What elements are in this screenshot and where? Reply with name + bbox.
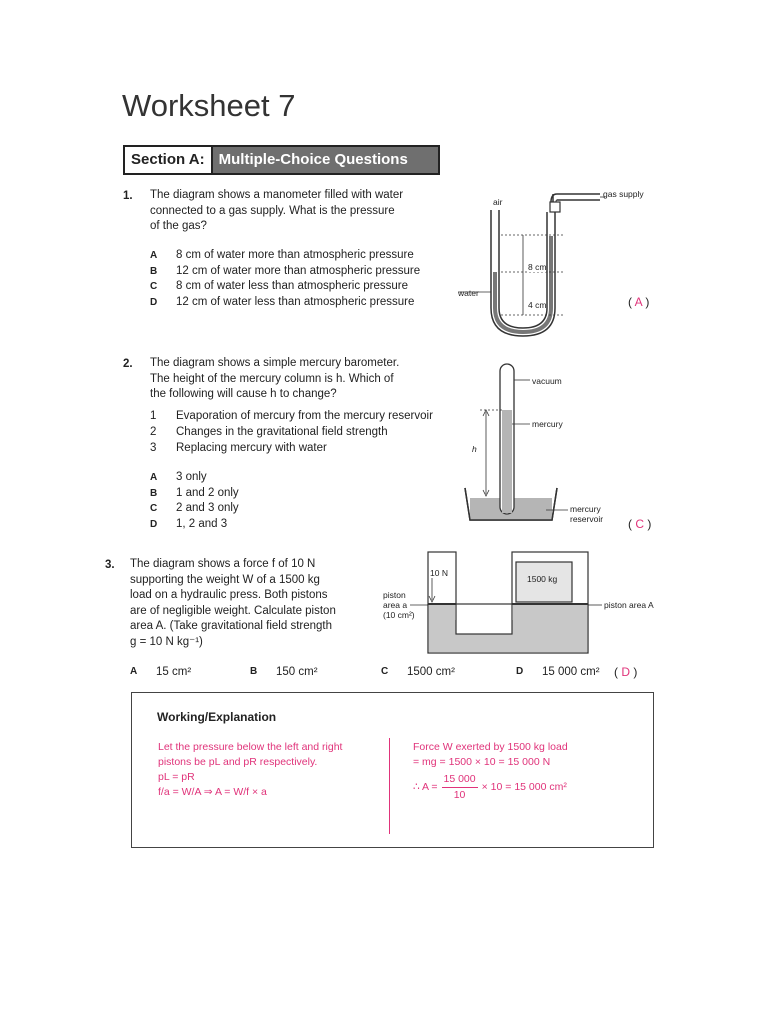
statement-number: 2 xyxy=(150,426,157,438)
fraction-prefix: ∴ A = xyxy=(413,781,438,793)
option-letter: B xyxy=(250,666,258,677)
q1-option[interactable] xyxy=(150,264,450,280)
option-letter: B xyxy=(150,487,158,499)
q3-line: g = 10 N kg⁻¹) xyxy=(130,635,203,648)
option-letter: C xyxy=(150,281,158,292)
label-piston-a-2: area a xyxy=(383,600,408,610)
q3-line: supporting the weight W of a 1500 kg xyxy=(130,573,320,586)
option-letter: D xyxy=(150,296,158,308)
option-text: 1500 cm² xyxy=(407,666,455,678)
label-4cm: 4 cm xyxy=(528,300,547,310)
answer-open: ( xyxy=(628,517,632,531)
q3-answer xyxy=(614,665,637,679)
q3-line: are of negligible weight. Calculate piston xyxy=(130,604,336,617)
q1-line: The diagram shows a manometer filled with water xyxy=(150,189,404,201)
option-text: 8 cm of water more than atmospheric pressure xyxy=(176,249,414,261)
option-text: 12 cm of water less than atmospheric pressure xyxy=(176,295,415,308)
q2-option[interactable] xyxy=(150,501,350,517)
section-header xyxy=(123,145,440,175)
q1-line: connected to a gas supply. What is the pressure xyxy=(150,204,395,217)
answer-close: ) xyxy=(633,665,638,679)
q3-line: load on a hydraulic press. Both pistons xyxy=(130,589,328,601)
q3-option[interactable] xyxy=(130,666,191,678)
q2-statement xyxy=(150,408,460,424)
fraction-suffix: × 10 = 15 000 cm² xyxy=(481,781,567,793)
q2-statements xyxy=(150,408,460,456)
q3-line: area A. (Take gravitational field strength xyxy=(130,620,333,632)
label-piston-a-3: (10 cm²) xyxy=(383,610,415,620)
label-vacuum: vacuum xyxy=(532,376,562,386)
q2-option[interactable] xyxy=(150,470,350,486)
label-8cm: 8 cm xyxy=(528,262,547,272)
option-text: 3 only xyxy=(176,471,207,483)
q2-line: The diagram shows a simple mercury barometer. xyxy=(150,357,400,369)
q1-line: of the gas? xyxy=(150,220,207,232)
q1-option[interactable] xyxy=(150,248,450,264)
q1-number: 1. xyxy=(123,190,133,202)
q3-stem xyxy=(130,557,380,650)
label-10n: 10 N xyxy=(430,568,448,578)
statement-text: Changes in the gravitational field strength xyxy=(176,426,388,438)
label-water: water xyxy=(458,288,479,298)
label-air: air xyxy=(493,197,503,207)
answer-close: ) xyxy=(645,295,650,309)
q1-stem xyxy=(150,188,450,235)
q3-option[interactable] xyxy=(250,666,318,678)
label-reservoir-1: mercury xyxy=(570,504,601,514)
q2-option[interactable] xyxy=(150,517,350,533)
label-reservoir-2: reservoir xyxy=(570,514,604,524)
option-letter: A xyxy=(130,666,138,677)
statement-text: Evaporation of mercury from the mercury reservoir xyxy=(176,410,433,422)
q2-statement xyxy=(150,440,460,456)
q3-line: The diagram shows a force f of 10 N xyxy=(130,558,316,570)
label-gas-supply: gas supply xyxy=(603,189,644,199)
q2-statement xyxy=(150,424,460,440)
q2-options xyxy=(150,470,350,532)
working-right-line: Force W exerted by 1500 kg load xyxy=(413,741,568,753)
q3-option[interactable] xyxy=(381,666,455,678)
label-mercury: mercury xyxy=(532,419,563,429)
option-text: 15 000 cm² xyxy=(542,666,600,678)
q1-options xyxy=(150,248,450,310)
label-piston-a-1: piston xyxy=(383,590,406,600)
statement-text: Replacing mercury with water xyxy=(176,442,327,454)
option-letter: C xyxy=(381,666,389,677)
working-left-line: pL = pR xyxy=(158,771,195,783)
q2-stem xyxy=(150,356,450,403)
option-letter: D xyxy=(150,518,158,530)
working-left xyxy=(158,740,383,800)
q2-number: 2. xyxy=(123,358,133,370)
page-title: Worksheet 7 xyxy=(122,88,296,123)
option-text: 12 cm of water more than atmospheric pressure xyxy=(176,264,421,277)
fraction xyxy=(442,772,478,803)
option-text: 150 cm² xyxy=(276,666,318,678)
q3-option[interactable] xyxy=(516,666,600,678)
q1-option[interactable] xyxy=(150,295,450,311)
working-divider xyxy=(389,738,390,834)
q1-option[interactable] xyxy=(150,279,450,295)
working-right-fraction xyxy=(413,772,643,803)
section-label: Section A: xyxy=(125,147,213,173)
q2-option[interactable] xyxy=(150,486,350,502)
option-text: 8 cm of water less than atmospheric pressure xyxy=(176,280,409,292)
label-piston-A: piston area A xyxy=(604,600,654,610)
answer-letter: A xyxy=(634,295,643,309)
option-letter: A xyxy=(150,250,158,261)
working-right-line: = mg = 1500 × 10 = 15 000 N xyxy=(413,756,551,768)
manometer-diagram xyxy=(455,180,655,340)
statement-number: 3 xyxy=(150,442,157,454)
working-right xyxy=(413,740,643,803)
option-letter: C xyxy=(150,503,158,514)
option-letter: B xyxy=(150,265,158,277)
answer-letter: C xyxy=(635,517,645,531)
answer-letter: D xyxy=(621,665,631,679)
option-letter: D xyxy=(516,666,524,677)
answer-close: ) xyxy=(647,517,652,531)
q2-line: the following will cause h to change? xyxy=(150,388,337,400)
label-1500kg: 1500 kg xyxy=(527,574,558,584)
option-letter: A xyxy=(150,472,158,483)
answer-open: ( xyxy=(628,295,632,309)
option-text: 1, 2 and 3 xyxy=(176,517,228,530)
q2-line: The height of the mercury column is h. Which of xyxy=(150,372,394,385)
working-left-line: Let the pressure below the left and right xyxy=(158,741,343,753)
working-left-line: f/a = W/A ⇒ A = W/f × a xyxy=(158,786,267,798)
statement-number: 1 xyxy=(150,410,157,422)
q3-number: 3. xyxy=(105,559,115,571)
label-h: h xyxy=(472,444,477,454)
fraction-numerator: 15 000 xyxy=(442,772,478,788)
working-title: Working/Explanation xyxy=(157,710,277,724)
option-text: 15 cm² xyxy=(156,666,192,678)
answer-open: ( xyxy=(614,665,618,679)
fraction-denominator: 10 xyxy=(453,789,466,801)
section-heading: Multiple-Choice Questions xyxy=(213,147,438,173)
option-text: 2 and 3 only xyxy=(176,502,239,514)
working-left-line: pistons be pL and pR respectively. xyxy=(158,756,318,768)
option-text: 1 and 2 only xyxy=(176,486,239,499)
